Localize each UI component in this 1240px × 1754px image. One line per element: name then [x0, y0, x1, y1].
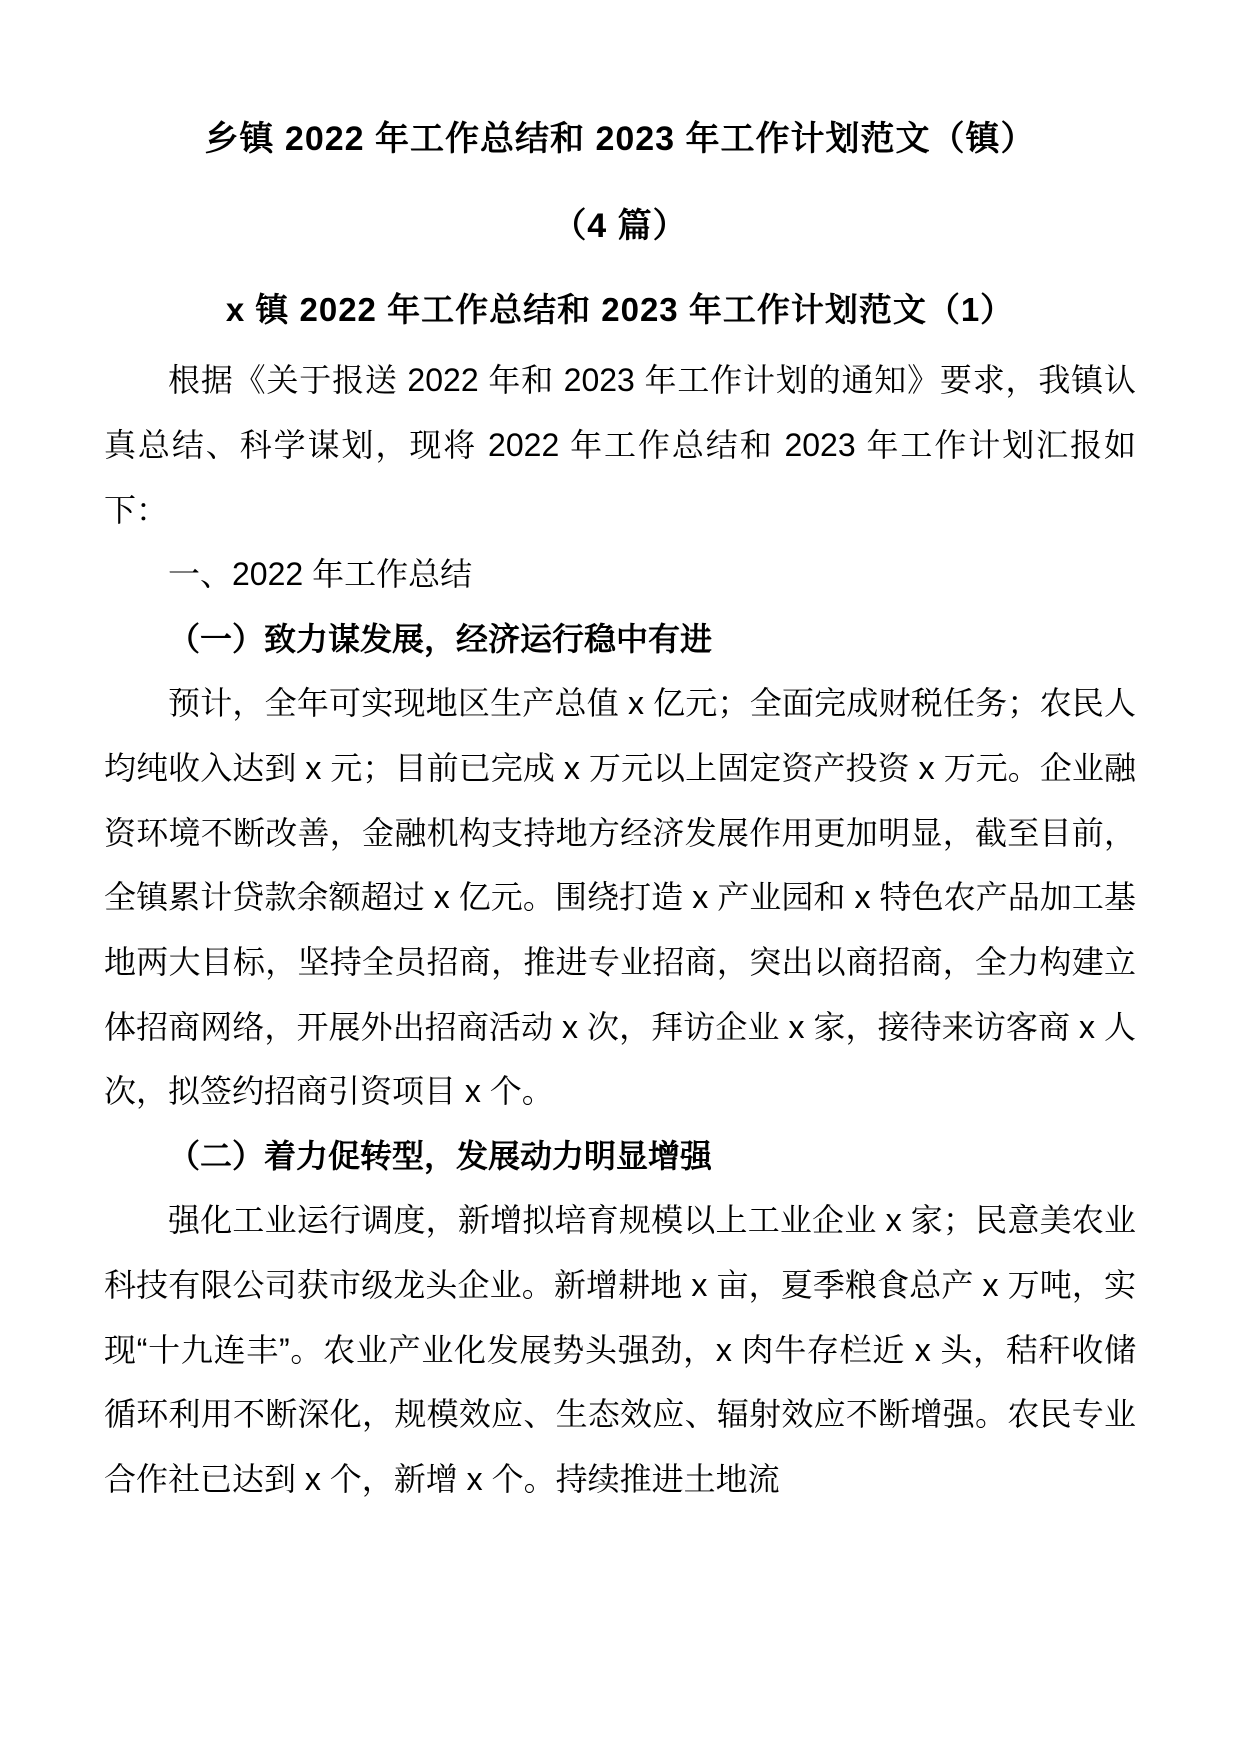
document-title: 乡镇 2022 年工作总结和 2023 年工作计划范文（镇）	[204, 120, 1036, 158]
paragraph-part-one-title: 一、2022 年工作总结	[168, 556, 473, 593]
paragraph-heading-1: （一）致力谋发展，经济运行稳中有进	[168, 620, 713, 657]
document-subtitle: （4 篇）	[552, 206, 688, 245]
paragraph-heading-2: （二）着力促转型，发展动力明显增强	[168, 1137, 713, 1174]
paragraph-intro: 根据《关于报送 2022 年和 2023 年工作计划的通知》要求，我镇认真总结、科学谋划，现将 2022 年工作总结和 2023 年工作计划汇报如下：	[104, 362, 1136, 528]
paragraph-body-2: 强化工业运行调度，新增拟培育规模以上工业企业 x 家；民意美农业科技有限公司获市级龙头企业。新增耕地 x 亩，夏季粮食总产 x 万吨，实现“十九连丰”。农业产业化发展势头强劲，x 肉牛存栏近 x 头，秸秆收储循环利用不断深化，规模效应、生态效应、辐射效应不断增强。农民专业合作社已达到 x 个，新增 x 个。持续推进土地流	[104, 1202, 1136, 1497]
paragraph-body-1: 预计，全年可实现地区生产总值 x 亿元；全面完成财税任务；农民人均纯收入达到 x 元；目前已完成 x 万元以上固定资产投资 x 万元。企业融资环境不断改善，金融机构支持地方经济发展作用更加明显，截至目前，全镇累计贷款余额超过 x 亿元。围绕打造 x 产业园和 x 特色农产品加工基地两大目标，坚持全员招商，推进专业招商，突出以商招商，全力构建立体招商网络，开展外出招商活动 x 次，拜访企业 x 家，接待来访客商 x 人次，拟签约招商引资项目 x 个。	[104, 685, 1136, 1110]
section-heading: x 镇 2022 年工作总结和 2023 年工作计划范文（1）	[225, 291, 1015, 328]
